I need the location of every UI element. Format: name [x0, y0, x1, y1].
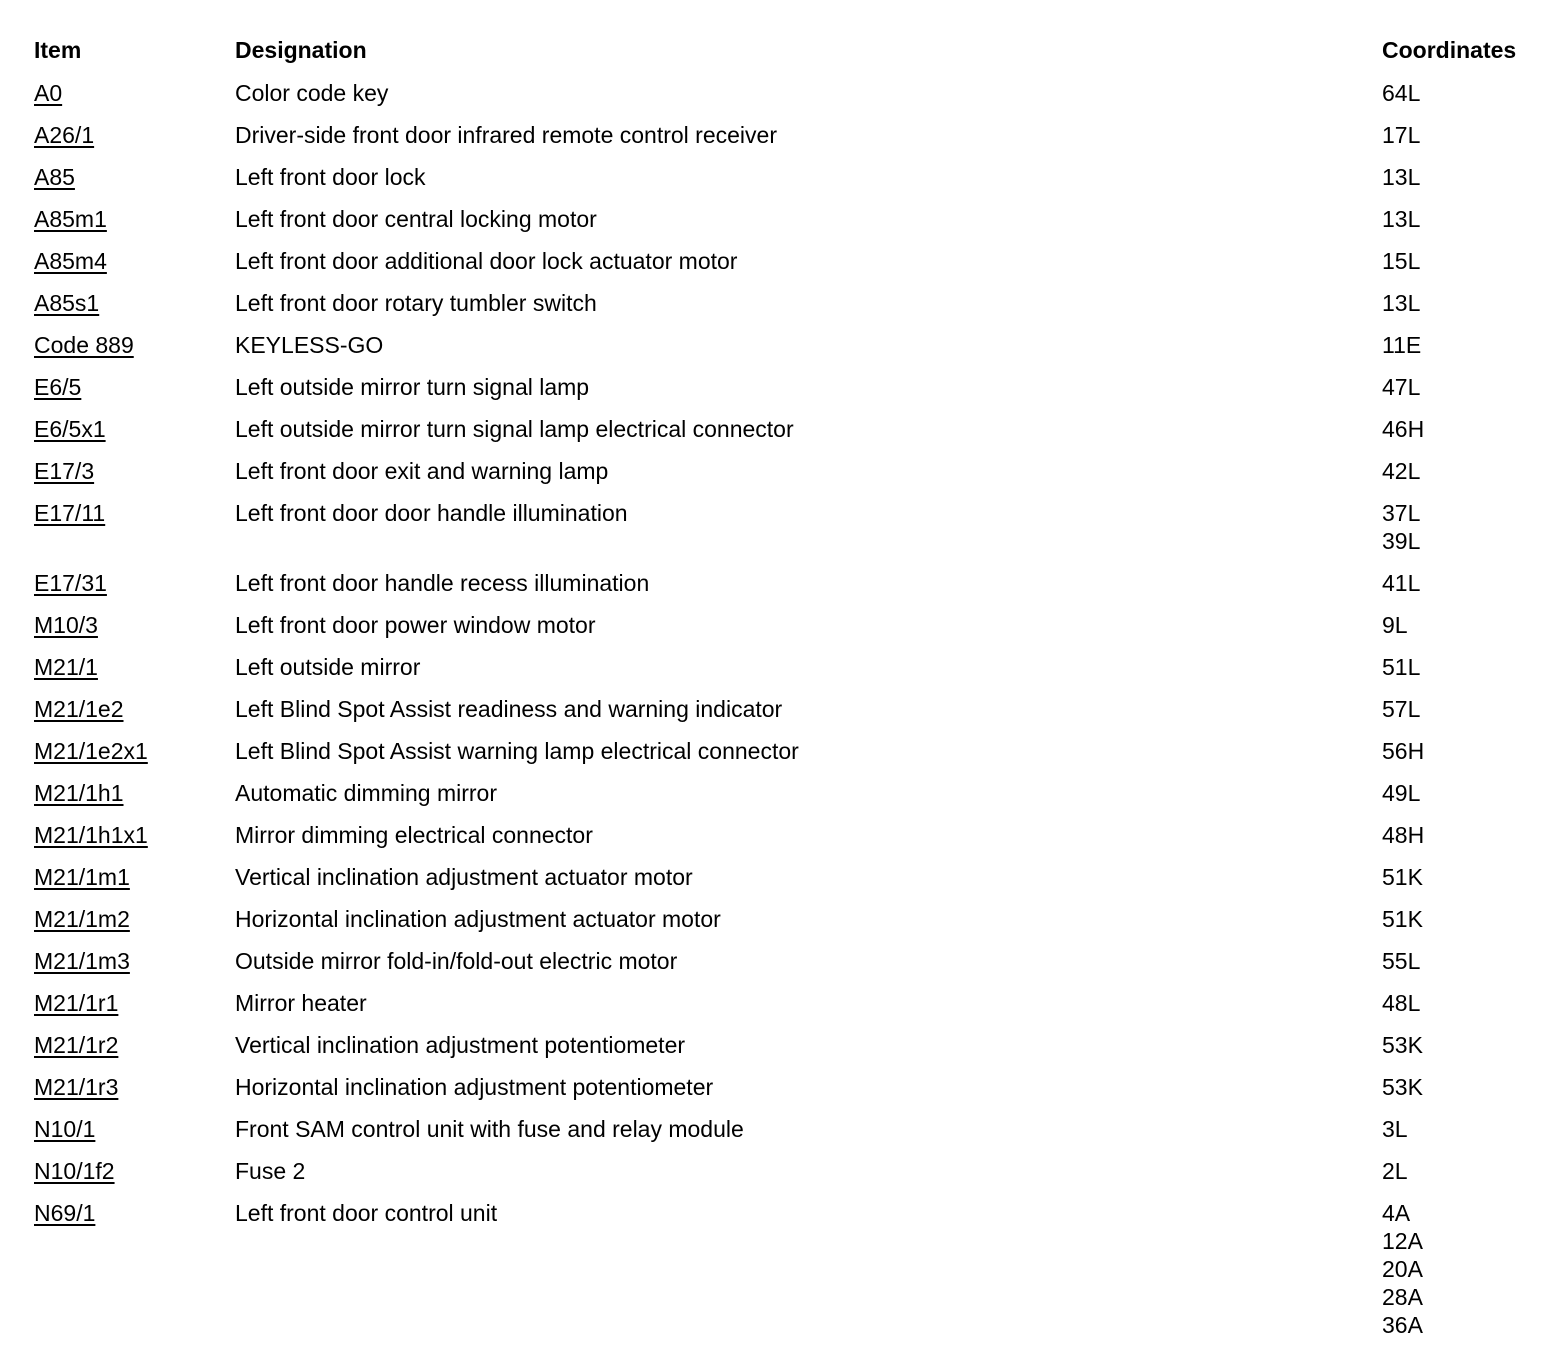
item-cell [34, 1157, 235, 1185]
item-cell [34, 331, 235, 359]
table-row [34, 1024, 1554, 1066]
item-cell [34, 499, 235, 527]
coordinate-value: 42L [1382, 458, 1421, 484]
designation-cell: Left front door central locking motor [235, 206, 597, 232]
item-link[interactable]: M21/1m3 [34, 948, 130, 974]
coordinate-value: 46H [1382, 416, 1425, 442]
item-link[interactable]: E6/5x1 [34, 416, 106, 442]
designation-cell: Fuse 2 [235, 1158, 306, 1184]
item-link[interactable]: Code 889 [34, 332, 134, 358]
item-cell [34, 737, 235, 765]
coordinates-cell [1382, 499, 1554, 555]
item-cell [34, 1031, 235, 1059]
designation-cell: Left front door power window motor [235, 612, 596, 638]
coordinate-value: 12A [1382, 1228, 1423, 1254]
item-cell [34, 79, 235, 107]
coordinate-value: 28A [1382, 1284, 1423, 1310]
item-link[interactable]: E17/31 [34, 570, 107, 596]
table-row [34, 72, 1554, 114]
item-cell [34, 163, 235, 191]
item-cell [34, 415, 235, 443]
table-header [34, 30, 1554, 72]
item-cell [34, 611, 235, 639]
coordinates-cell [1382, 779, 1554, 807]
table-row [34, 562, 1554, 604]
coordinate-value: 49L [1382, 780, 1421, 806]
item-cell [34, 247, 235, 275]
item-link[interactable]: M21/1r1 [34, 990, 119, 1016]
designation-cell: Driver-side front door infrared remote control receiver [235, 122, 777, 148]
item-link[interactable]: M21/1m1 [34, 864, 130, 890]
table-row [34, 730, 1554, 772]
table-row [34, 604, 1554, 646]
designation-cell: Left front door control unit [235, 1200, 498, 1226]
item-cell [34, 905, 235, 933]
coordinates-cell [1382, 331, 1554, 359]
coordinates-cell [1382, 863, 1554, 891]
table-row [34, 772, 1554, 814]
coordinate-value: 20A [1382, 1256, 1423, 1282]
coordinate-value: 13L [1382, 290, 1421, 316]
table-row [34, 366, 1554, 408]
header-coordinates: Coordinates [1382, 37, 1517, 63]
item-link[interactable]: N69/1 [34, 1200, 96, 1226]
item-link[interactable]: A85m4 [34, 248, 107, 274]
coordinate-value: 51L [1382, 654, 1421, 680]
coordinates-cell [1382, 457, 1554, 485]
table-row [34, 898, 1554, 940]
item-link[interactable]: E17/3 [34, 458, 95, 484]
designation-cell: Left Blind Spot Assist warning lamp electrical connector [235, 738, 799, 764]
item-cell [34, 121, 235, 149]
coordinate-value: 51K [1382, 864, 1423, 890]
designation-cell: Horizontal inclination adjustment actuator motor [235, 906, 721, 932]
item-cell [34, 205, 235, 233]
coordinate-value: 11E [1382, 332, 1422, 358]
item-link[interactable]: M21/1r2 [34, 1032, 119, 1058]
item-link[interactable]: A85m1 [34, 206, 107, 232]
item-cell [34, 695, 235, 723]
coordinate-value: 56H [1382, 738, 1425, 764]
designation-cell: Front SAM control unit with fuse and relay module [235, 1116, 744, 1142]
item-link[interactable]: N10/1 [34, 1116, 96, 1142]
designation-cell: Left outside mirror turn signal lamp electrical connector [235, 416, 794, 442]
coordinates-cell [1382, 121, 1554, 149]
coordinate-value: 36A [1382, 1312, 1423, 1338]
coordinates-cell [1382, 163, 1554, 191]
item-cell [34, 653, 235, 681]
table-row [34, 1150, 1554, 1192]
item-link[interactable]: E6/5 [34, 374, 82, 400]
item-link[interactable]: A85 [34, 164, 75, 190]
coordinate-value: 9L [1382, 612, 1408, 638]
table-row [34, 282, 1554, 324]
table-row [34, 492, 1554, 562]
coordinates-cell [1382, 947, 1554, 975]
coordinate-value: 37L [1382, 500, 1421, 526]
item-link[interactable]: M10/3 [34, 612, 98, 638]
legend-table [34, 30, 1554, 1346]
table-row [34, 646, 1554, 688]
coordinates-cell [1382, 289, 1554, 317]
designation-cell: Horizontal inclination adjustment potentiometer [235, 1074, 714, 1100]
coordinates-cell [1382, 415, 1554, 443]
coordinate-value: 41L [1382, 570, 1421, 596]
item-link[interactable]: A0 [34, 80, 63, 106]
coordinates-cell [1382, 905, 1554, 933]
table-row [34, 408, 1554, 450]
item-link[interactable]: A85s1 [34, 290, 100, 316]
item-cell [34, 1073, 235, 1101]
table-row [34, 450, 1554, 492]
coordinates-cell [1382, 653, 1554, 681]
coordinate-value: 13L [1382, 164, 1421, 190]
item-cell [34, 373, 235, 401]
item-cell [34, 569, 235, 597]
item-link[interactable]: M21/1e2 [34, 696, 124, 722]
coordinate-value: 15L [1382, 248, 1421, 274]
coordinates-cell [1382, 373, 1554, 401]
coordinate-value: 3L [1382, 1116, 1408, 1142]
coordinates-cell [1382, 247, 1554, 275]
coordinate-value: 51K [1382, 906, 1423, 932]
table-row [34, 982, 1554, 1024]
item-link[interactable]: E17/11 [34, 500, 106, 526]
item-cell [34, 1115, 235, 1143]
designation-cell: Left front door additional door lock actuator motor [235, 248, 738, 274]
item-cell [34, 289, 235, 317]
item-link[interactable]: N10/1f2 [34, 1158, 115, 1184]
header-item: Item [34, 37, 82, 63]
coordinate-value: 2L [1382, 1158, 1408, 1184]
item-link[interactable]: M21/1 [34, 654, 98, 680]
coordinates-cell [1382, 989, 1554, 1017]
coordinates-cell [1382, 79, 1554, 107]
table-row [34, 1066, 1554, 1108]
designation-cell: Mirror dimming electrical connector [235, 822, 593, 848]
coordinates-cell [1382, 821, 1554, 849]
coordinates-cell [1382, 1073, 1554, 1101]
coordinates-cell [1382, 205, 1554, 233]
table-row [34, 156, 1554, 198]
header-designation: Designation [235, 37, 367, 63]
designation-cell: Vertical inclination adjustment potentiometer [235, 1032, 686, 1058]
table-row [34, 240, 1554, 282]
coordinates-cell [1382, 1031, 1554, 1059]
designation-cell: Left outside mirror [235, 654, 421, 680]
coordinates-cell [1382, 611, 1554, 639]
coordinate-value: 55L [1382, 948, 1421, 974]
designation-cell: Mirror heater [235, 990, 367, 1016]
table-row [34, 114, 1554, 156]
item-cell [34, 457, 235, 485]
designation-cell: Automatic dimming mirror [235, 780, 497, 806]
coordinate-value: 13L [1382, 206, 1421, 232]
coordinate-value: 48H [1382, 822, 1425, 848]
table-row [34, 1108, 1554, 1150]
designation-cell: Left front door lock [235, 164, 426, 190]
designation-cell: Left front door exit and warning lamp [235, 458, 609, 484]
item-cell [34, 947, 235, 975]
item-cell [34, 821, 235, 849]
table-row [34, 198, 1554, 240]
table-row [34, 814, 1554, 856]
item-link[interactable]: M21/1e2x1 [34, 738, 148, 764]
table-row [34, 1192, 1554, 1346]
coordinate-value: 48L [1382, 990, 1421, 1016]
coordinate-value: 4A [1382, 1200, 1411, 1226]
item-cell [34, 989, 235, 1017]
designation-cell: Outside mirror fold-in/fold-out electric motor [235, 948, 678, 974]
item-cell [34, 863, 235, 891]
coordinate-value: 64L [1382, 80, 1421, 106]
table-body [34, 72, 1554, 1346]
designation-cell: Left Blind Spot Assist readiness and warning indicator [235, 696, 783, 722]
item-link[interactable]: M21/1m2 [34, 906, 130, 932]
table-row [34, 940, 1554, 982]
table-row [34, 324, 1554, 366]
coordinates-cell [1382, 569, 1554, 597]
item-link[interactable]: M21/1h1 [34, 780, 124, 806]
coordinates-cell [1382, 1199, 1554, 1339]
designation-cell: Left front door door handle illumination [235, 500, 628, 526]
coordinate-value: 47L [1382, 374, 1421, 400]
designation-cell: KEYLESS-GO [235, 332, 384, 358]
coordinates-cell [1382, 695, 1554, 723]
designation-cell: Color code key [235, 80, 389, 106]
coordinates-cell [1382, 737, 1554, 765]
coordinate-value: 53K [1382, 1032, 1423, 1058]
table-row [34, 856, 1554, 898]
designation-cell: Left front door handle recess illumination [235, 570, 650, 596]
designation-cell: Left outside mirror turn signal lamp [235, 374, 590, 400]
coordinate-value: 53K [1382, 1074, 1423, 1100]
coordinates-cell [1382, 1157, 1554, 1185]
designation-cell: Left front door rotary tumbler switch [235, 290, 597, 316]
designation-cell: Vertical inclination adjustment actuator motor [235, 864, 693, 890]
coordinate-value: 17L [1382, 122, 1421, 148]
coordinate-value: 39L [1382, 528, 1421, 554]
table-row [34, 688, 1554, 730]
item-cell [34, 1199, 235, 1227]
item-cell [34, 779, 235, 807]
item-link[interactable]: M21/1h1x1 [34, 822, 148, 848]
coordinates-cell [1382, 1115, 1554, 1143]
coordinate-value: 57L [1382, 696, 1421, 722]
item-link[interactable]: M21/1r3 [34, 1074, 119, 1100]
item-link[interactable]: A26/1 [34, 122, 95, 148]
